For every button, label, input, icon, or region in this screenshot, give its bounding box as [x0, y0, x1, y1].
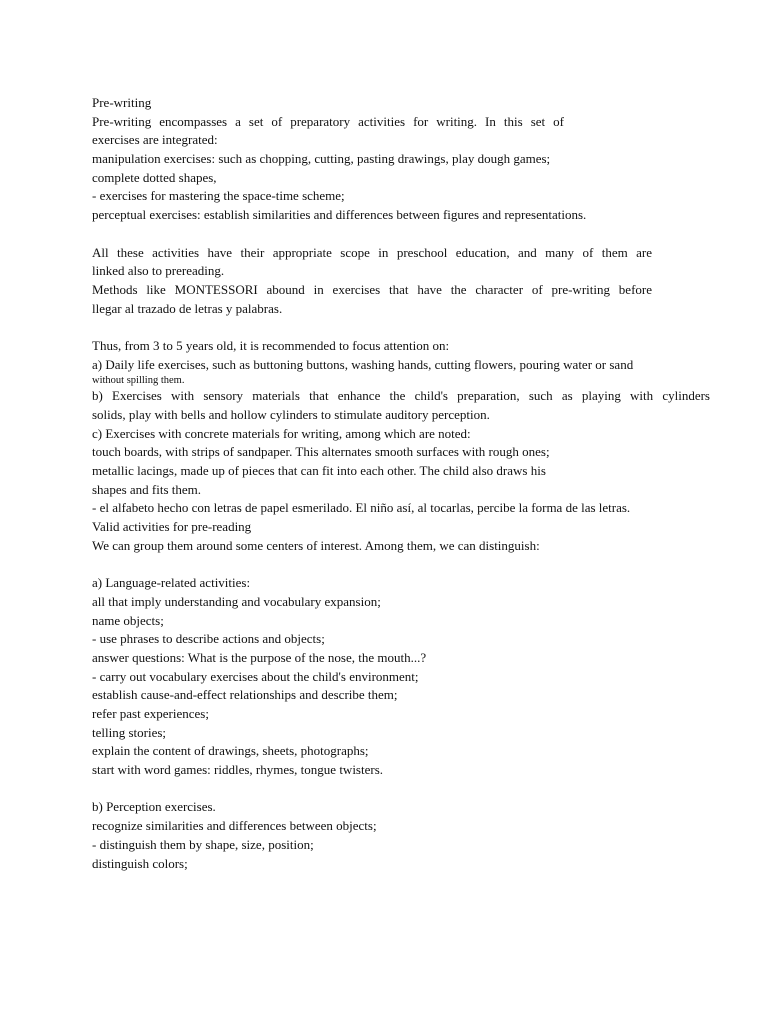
paragraph-line: llegar al trazado de letras y palabras.: [92, 300, 283, 316]
intro-line-2: exercises are integrated:: [92, 132, 218, 148]
list-item: name objects;: [92, 612, 164, 628]
item-a-line-1: a) Daily life exercises, such as buttoning buttons, washing hands, cutting flowers, pouring water or sand: [92, 356, 634, 372]
paragraph-line: linked also to prereading.: [92, 263, 225, 279]
paragraph-line: All these activities have their appropriate scope in preschool education, and many of them are: [92, 244, 652, 260]
paragraph-gap: [92, 225, 710, 244]
paragraph-line: Methods like MONTESSORI abound in exercises that have the character of pre-writing before: [92, 281, 652, 297]
item-c-line-4: shapes and fits them.: [92, 481, 202, 497]
document-title: Pre-writing: [92, 95, 152, 110]
list-item: start with word games: riddles, rhymes, tongue twisters.: [92, 762, 384, 778]
item-b-line-1: b) Exercises with sensory materials that enhance the child's preparation, such as playing with cylinders: [92, 388, 710, 404]
list-item: - exercises for mastering the space-time scheme;: [92, 188, 345, 204]
paragraph-gap: [92, 318, 710, 337]
section-lead: We can group them around some centers of interest. Among them, we can distinguish:: [92, 537, 540, 553]
list-item: - use phrases to describe actions and objects;: [92, 631, 325, 647]
list-item: distinguish colors;: [92, 855, 188, 871]
list-item: manipulation exercises: such as chopping, cutting, pasting drawings, play dough games;: [92, 151, 551, 167]
list-item: all that imply understanding and vocabulary expansion;: [92, 593, 381, 609]
list-item: telling stories;: [92, 724, 167, 740]
item-a-line-2: without spilling them.: [92, 375, 185, 387]
item-c-line-5: - el alfabeto hecho con letras de papel esmerilado. El niño así, al tocarlas, percibe la forma de las letras.: [92, 500, 631, 516]
section-title: Valid activities for pre-reading: [92, 519, 252, 535]
list-item: establish cause-and-effect relationships and describe them;: [92, 687, 398, 703]
group-b-heading: b) Perception exercises.: [92, 799, 216, 815]
paragraph-gap: [92, 556, 710, 575]
item-c-line-1: c) Exercises with concrete materials for writing, among which are noted:: [92, 425, 471, 441]
list-item: refer past experiences;: [92, 706, 209, 721]
list-item: explain the content of drawings, sheets, photographs;: [92, 743, 369, 759]
item-b-line-2: solids, play with bells and hollow cylinders to stimulate auditory perception.: [92, 407, 490, 422]
list-item: complete dotted shapes,: [92, 169, 217, 185]
list-item: perceptual exercises: establish similarities and differences between figures and representations.: [92, 207, 587, 223]
list-item: - distinguish them by shape, size, position;: [92, 836, 314, 852]
item-c-line-2: touch boards, with strips of sandpaper. This alternates smooth surfaces with rough ones;: [92, 444, 550, 460]
document-body: [92, 94, 710, 873]
paragraph-gap: [92, 780, 710, 799]
group-a-heading: a) Language-related activities:: [92, 575, 251, 591]
list-item: - carry out vocabulary exercises about the child's environment;: [92, 668, 419, 684]
list-item: recognize similarities and differences between objects;: [92, 818, 377, 834]
list-item: answer questions: What is the purpose of the nose, the mouth...?: [92, 649, 427, 665]
intro-line-1: Pre-writing encompasses a set of preparatory activities for writing. In this set of: [92, 113, 564, 129]
paragraph-lead: Thus, from 3 to 5 years old, it is recommended to focus attention on:: [92, 337, 450, 353]
item-c-line-3: metallic lacings, made up of pieces that can fit into each other. The child also draws his: [92, 463, 546, 479]
